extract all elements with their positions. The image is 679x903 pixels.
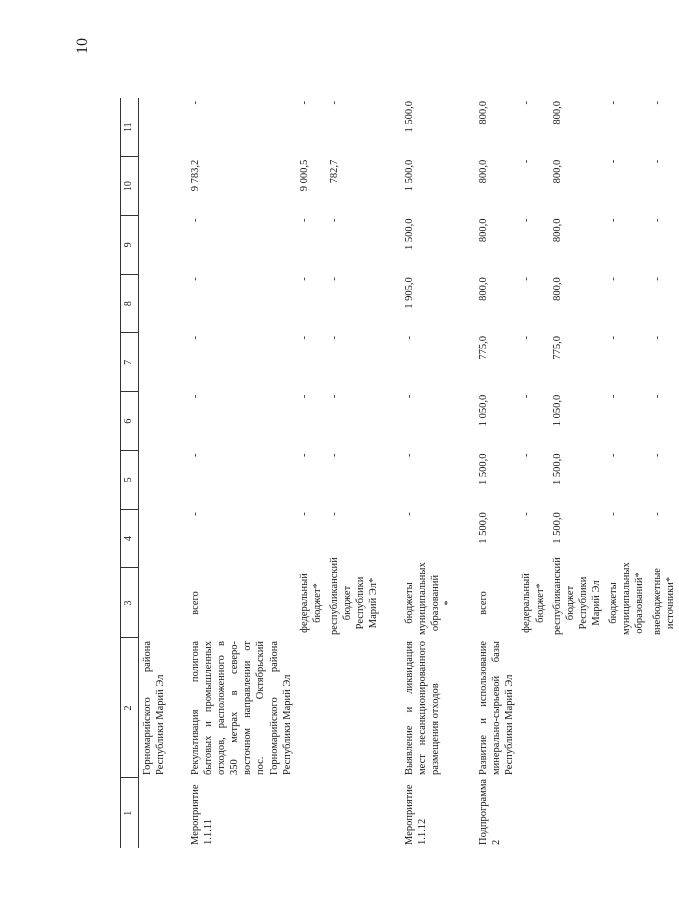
value-cell: 775,0: [551, 336, 563, 360]
value-cell: -: [189, 277, 201, 281]
row-title-cell: Рекультивация полигона бытовых и промышленных отходов, расположенного в 350 метрах в северо-восточном направлении от пос. Октябрьский Горномарийского района Республики Марий Эл: [189, 641, 293, 775]
value-cell: -: [521, 159, 533, 164]
value-cell: -: [403, 394, 415, 399]
table-row: [649, 98, 679, 848]
value-cell: -: [651, 336, 663, 340]
row-title-cell: Горномарийского района Республики Марий Эл: [141, 641, 166, 775]
col-header: 7: [121, 333, 139, 392]
value-cell: -: [651, 101, 663, 105]
value-cell: -: [608, 453, 620, 457]
budget-table: [120, 98, 679, 848]
row-title-cell: [518, 638, 548, 778]
value-cell: 800,0: [478, 277, 489, 301]
value-cell: -: [608, 159, 620, 164]
row-title-cell: [296, 638, 326, 778]
value-cell: 800,0: [478, 159, 489, 184]
table-row: [296, 98, 326, 848]
funding-source-cell: бюджеты муниципальных образований*: [608, 562, 646, 635]
row-code-cell: Подпрограмма 2: [478, 778, 503, 845]
funding-source-cell: бюджеты муниципальных образований *: [403, 562, 454, 635]
table-row: [549, 98, 606, 848]
value-cell: -: [329, 394, 340, 399]
table-row: [401, 98, 458, 848]
funding-source-cell: всего: [189, 591, 201, 615]
funding-source-cell: внебюджетные источники*: [651, 568, 676, 635]
value-cell: [138, 216, 169, 275]
value-cell: -: [189, 394, 201, 399]
value-cell: -: [608, 336, 620, 340]
value-cell: 800,0: [551, 218, 563, 243]
col-header: 1: [121, 778, 139, 848]
row-code-cell: Мероприятие 1.1.12: [403, 784, 428, 845]
col-header: 6: [121, 392, 139, 451]
row-spacer: [169, 98, 187, 848]
row-code-cell: [518, 778, 548, 848]
table-row: [138, 98, 169, 848]
value-cell: -: [651, 394, 663, 399]
value-cell: -: [521, 394, 533, 399]
value-cell: -: [521, 277, 533, 281]
value-cell: -: [608, 101, 620, 105]
value-cell: 782,7: [329, 159, 340, 184]
value-cell: -: [608, 277, 620, 281]
value-cell: -: [651, 512, 663, 516]
value-cell: -: [298, 218, 310, 222]
col-header: 4: [121, 509, 139, 568]
funding-source-cell: республиканский бюджет Республики Марий Эл: [551, 557, 602, 635]
value-cell: -: [189, 218, 201, 222]
value-cell: 800,0: [478, 101, 489, 125]
value-cell: -: [608, 512, 620, 516]
value-cell: 1 500,0: [403, 218, 415, 250]
budget-table-rotated: [120, 98, 676, 848]
value-cell: -: [329, 453, 340, 457]
funding-source-cell: [138, 568, 169, 638]
row-title-cell: [649, 638, 679, 778]
value-cell: -: [403, 336, 415, 340]
value-cell: 1 050,0: [478, 394, 489, 427]
funding-source-cell: федеральный бюджет*: [521, 573, 546, 633]
row-title-cell: [605, 638, 648, 778]
value-cell: [138, 451, 169, 510]
value-cell: 1 500,0: [478, 512, 489, 544]
col-header: 11: [121, 98, 139, 157]
value-cell: 800,0: [551, 159, 563, 184]
row-code-cell: Мероприятие 1.1.11: [189, 784, 214, 845]
value-cell: -: [521, 453, 533, 457]
value-cell: 800,0: [551, 277, 563, 301]
spacer-cell: [383, 98, 401, 848]
value-cell: [138, 509, 169, 568]
row-code-cell: [605, 778, 648, 848]
value-cell: -: [298, 512, 310, 516]
value-cell: -: [189, 453, 201, 457]
value-cell: -: [189, 512, 201, 516]
value-cell: -: [651, 218, 663, 222]
value-cell: -: [651, 159, 663, 164]
col-header: 3: [121, 568, 139, 638]
col-header: 10: [121, 157, 139, 216]
value-cell: -: [651, 453, 663, 457]
table-row: [605, 98, 648, 848]
spacer-cell: [457, 98, 475, 848]
funding-source-cell: федеральный бюджет*: [298, 573, 323, 633]
value-cell: [138, 98, 169, 157]
row-spacer: [383, 98, 401, 848]
value-cell: -: [189, 336, 201, 340]
value-cell: 1 500,0: [551, 453, 563, 485]
value-cell: -: [521, 336, 533, 340]
col-header: 9: [121, 216, 139, 275]
value-cell: -: [329, 512, 340, 516]
row-code-cell: [138, 778, 169, 848]
value-cell: 1 905,0: [403, 277, 415, 309]
funding-source-cell: республиканский бюджет Республики Марий Эл*: [329, 557, 380, 635]
value-cell: 1 050,0: [551, 394, 563, 427]
value-cell: -: [298, 101, 310, 105]
value-cell: [138, 157, 169, 216]
value-cell: 9 000,5: [298, 159, 310, 192]
column-number-row: [121, 98, 139, 848]
value-cell: -: [608, 218, 620, 222]
col-header: 8: [121, 274, 139, 333]
value-cell: -: [189, 101, 201, 105]
value-cell: 9 783,2: [189, 159, 201, 192]
value-cell: 1 500,0: [403, 101, 415, 133]
value-cell: -: [608, 394, 620, 399]
table-row: [518, 98, 548, 848]
value-cell: -: [651, 277, 663, 281]
value-cell: 775,0: [478, 336, 489, 360]
value-cell: 800,0: [551, 101, 563, 125]
value-cell: [138, 392, 169, 451]
value-cell: -: [329, 336, 340, 340]
value-cell: -: [521, 218, 533, 222]
row-code-cell: [549, 778, 606, 848]
value-cell: -: [521, 101, 533, 105]
row-code-cell: [649, 778, 679, 848]
value-cell: [138, 333, 169, 392]
value-cell: [138, 274, 169, 333]
page-number: 10: [74, 38, 91, 54]
table-row: [475, 98, 518, 848]
row-title-cell: Выявление и ликвидация мест несанкционированного размещения отходов: [403, 641, 441, 775]
value-cell: 800,0: [478, 218, 489, 243]
row-title-cell: [549, 638, 606, 778]
value-cell: 1 500,0: [551, 512, 563, 544]
value-cell: -: [329, 101, 340, 105]
col-header: 5: [121, 451, 139, 510]
row-code-cell: [296, 778, 326, 848]
row-code-cell: [326, 778, 383, 848]
value-cell: 1 500,0: [478, 453, 489, 485]
row-title-cell: [326, 638, 383, 778]
row-title-cell: Развитие и использование минерально-сырьевой базы Республики Марий Эл: [478, 641, 516, 775]
funding-source-cell: всего: [478, 591, 489, 615]
value-cell: -: [329, 277, 340, 281]
value-cell: -: [298, 336, 310, 340]
value-cell: -: [403, 453, 415, 457]
value-cell: -: [403, 512, 415, 516]
table-row: [326, 98, 383, 848]
value-cell: -: [521, 512, 533, 516]
col-header: 2: [121, 638, 139, 778]
row-spacer: [457, 98, 475, 848]
value-cell: -: [298, 453, 310, 457]
value-cell: 1 500,0: [403, 159, 415, 192]
value-cell: -: [298, 394, 310, 399]
spacer-cell: [169, 98, 187, 848]
table-row: [187, 98, 296, 848]
value-cell: -: [298, 277, 310, 281]
value-cell: -: [329, 218, 340, 222]
